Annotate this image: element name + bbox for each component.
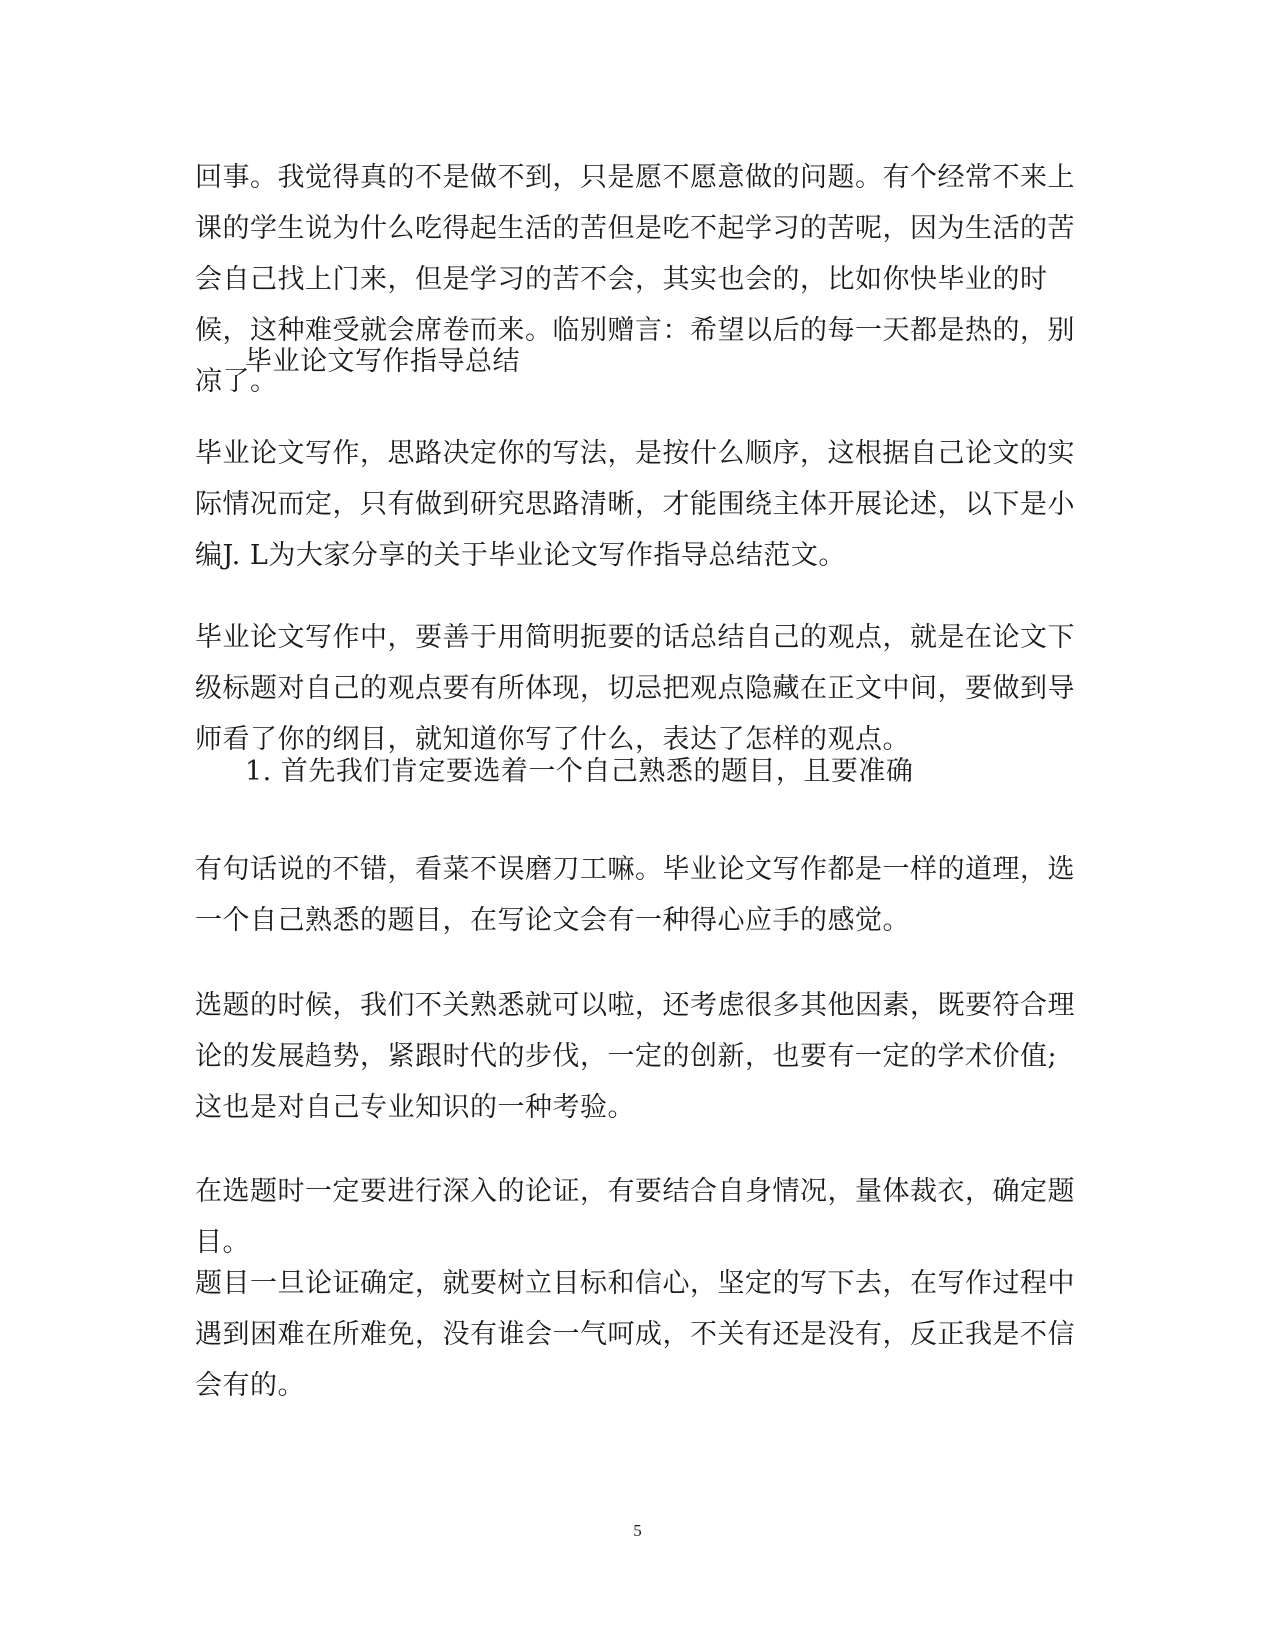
paragraph-familiar-topic: 有句话说的不错，看菜不误磨刀工嘛。毕业论文写作都是一样的道理，选一个自己熟悉的题目，在写论文会有一种得心应手的感觉。 xyxy=(195,854,1075,936)
paragraph-argumentation: 在选题时一定要进行深入的论证，有要结合自身情况，量体裁衣，确定题目。 xyxy=(195,1176,1075,1258)
paragraph-viewpoint: 毕业论文写作中，要善于用简明扼要的话总结自己的观点，就是在论文下级标题对自己的观点要有所体现，切忌把观点隐藏在正文中间，要做到导师看了你的纲目，就知道你写了什么，表达了怎样的观点。 xyxy=(195,622,1075,755)
list-heading-1: 1. 首先我们肯定要选着一个自己熟悉的题目，且要准确 xyxy=(245,756,914,787)
section-heading: 毕业论文写作指导总结 xyxy=(245,346,520,377)
page-number: 5 xyxy=(633,1521,642,1540)
paragraph-closing-remarks: 回事。我觉得真的不是做不到，只是愿不愿意做的问题。有个经常不来上课的学生说为什么吃得起生活的苦但是吃不起学习的苦呢，因为生活的苦会自己找上门来，但是学习的苦不会，其实也会的，比如你快毕业的时候，这种难受就会席卷而来。临别赠言：希望以后的每一天都是热的，别凉了。 xyxy=(195,162,1075,397)
paragraph-topic-selection: 选题的时候，我们不关熟悉就可以啦，还考虑很多其他因素，既要符合理论的发展趋势，紧跟时代的步伐，一定的创新，也要有一定的学术价值;这也是对自己专业知识的一种考验。 xyxy=(195,990,1075,1123)
paragraph-confidence: 题目一旦论证确定，就要树立目标和信心，坚定的写下去，在写作过程中遇到困难在所难免，没有谁会一气呵成，不关有还是没有，反正我是不信会有的。 xyxy=(195,1268,1075,1401)
paragraph-intro: 毕业论文写作，思路决定你的写法，是按什么顺序，这根据自己论文的实际情况而定，只有做到研究思路清晰，才能围绕主体开展论述，以下是小编J. L为大家分享的关于毕业论文写作指导总结范文。 xyxy=(195,438,1075,571)
